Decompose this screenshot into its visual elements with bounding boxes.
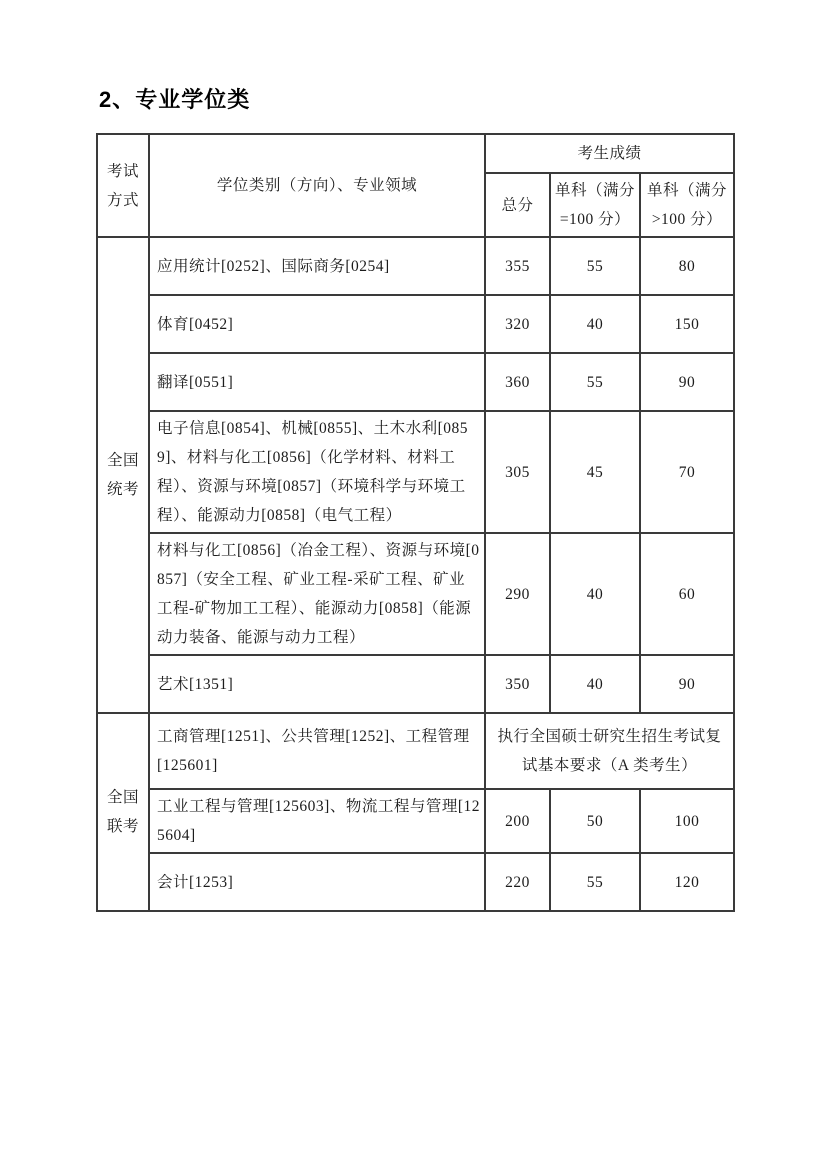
header-single-subject-100: 单科（满分=100 分） — [550, 173, 640, 237]
score-table — [96, 133, 735, 912]
table-row — [97, 295, 734, 353]
single-over-100-cell: 90 — [640, 353, 734, 411]
header-score-group: 考生成绩 — [485, 134, 734, 173]
group-national-joint-exam: 全国联考 — [97, 713, 149, 911]
table-row — [97, 411, 734, 533]
table-row — [97, 789, 734, 853]
total-score-cell: 355 — [485, 237, 550, 295]
table-row — [97, 353, 734, 411]
program-cell: 体育[0452] — [149, 295, 485, 353]
total-score-cell: 360 — [485, 353, 550, 411]
program-cell: 工业工程与管理[125603]、物流工程与管理[125604] — [149, 789, 485, 853]
program-cell: 会计[1253] — [149, 853, 485, 911]
single-100-cell: 40 — [550, 655, 640, 713]
total-score-cell: 290 — [485, 533, 550, 655]
header-row-1 — [97, 134, 734, 173]
single-over-100-cell: 120 — [640, 853, 734, 911]
single-over-100-cell: 100 — [640, 789, 734, 853]
page-title: 2、专业学位类 — [99, 87, 251, 112]
total-score-cell: 200 — [485, 789, 550, 853]
table-row — [97, 853, 734, 911]
single-100-cell: 50 — [550, 789, 640, 853]
note-cell: 执行全国硕士研究生招生考试复试基本要求（A 类考生） — [485, 713, 734, 789]
single-over-100-cell: 60 — [640, 533, 734, 655]
header-degree-category: 学位类别（方向）、专业领域 — [149, 134, 485, 237]
program-cell: 电子信息[0854]、机械[0855]、土木水利[0859]、材料与化工[0856]（化学材料、材料工程）、资源与环境[0857]（环境科学与环境工程）、能源动力[0858]（电气工程） — [149, 411, 485, 533]
program-cell: 工商管理[1251]、公共管理[1252]、工程管理[125601] — [149, 713, 485, 789]
program-cell: 艺术[1351] — [149, 655, 485, 713]
total-score-cell: 350 — [485, 655, 550, 713]
single-100-cell: 55 — [550, 353, 640, 411]
table-row — [97, 713, 734, 789]
single-100-cell: 55 — [550, 853, 640, 911]
program-cell: 材料与化工[0856]（冶金工程）、资源与环境[0857]（安全工程、矿业工程-采矿工程、矿业工程-矿物加工工程）、能源动力[0858]（能源动力装备、能源与动力工程） — [149, 533, 485, 655]
program-cell: 应用统计[0252]、国际商务[0254] — [149, 237, 485, 295]
header-total-score: 总分 — [485, 173, 550, 237]
total-score-cell: 220 — [485, 853, 550, 911]
single-over-100-cell: 150 — [640, 295, 734, 353]
single-100-cell: 45 — [550, 411, 640, 533]
program-cell: 翻译[0551] — [149, 353, 485, 411]
table-row — [97, 237, 734, 295]
single-100-cell: 40 — [550, 533, 640, 655]
table-row — [97, 655, 734, 713]
total-score-cell: 320 — [485, 295, 550, 353]
group-national-unified-exam: 全国统考 — [97, 237, 149, 713]
single-over-100-cell: 80 — [640, 237, 734, 295]
header-single-subject-over-100: 单科（满分>100 分） — [640, 173, 734, 237]
single-100-cell: 55 — [550, 237, 640, 295]
total-score-cell: 305 — [485, 411, 550, 533]
single-over-100-cell: 70 — [640, 411, 734, 533]
table-row — [97, 533, 734, 655]
header-exam-method: 考试方式 — [97, 134, 149, 237]
single-100-cell: 40 — [550, 295, 640, 353]
single-over-100-cell: 90 — [640, 655, 734, 713]
